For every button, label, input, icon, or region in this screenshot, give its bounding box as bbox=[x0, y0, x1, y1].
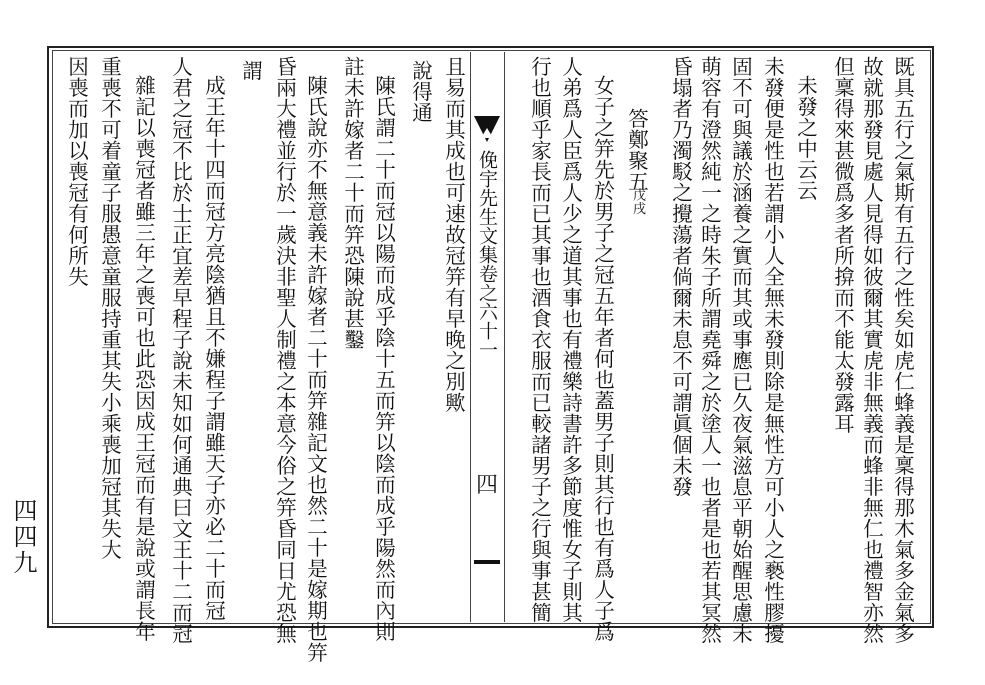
text-column-19: 謂 bbox=[238, 60, 263, 81]
text-column-20: 成王年十四而冠方亮陰猶且不嫌程子謂雖天子亦必二十而冠 bbox=[201, 75, 226, 621]
heading-note: 戊戌 bbox=[630, 188, 645, 215]
text-column-11: 人弟爲人臣爲人少之道其事也有禮樂詩書許多節度惟女子則其 bbox=[558, 56, 583, 623]
text-column-14: 說得通 bbox=[408, 60, 433, 123]
text-column-4: 未發之中云云 bbox=[793, 75, 818, 201]
heading-reply: 答鄭聚五 bbox=[624, 108, 649, 192]
text-column-10: 女子之笄先於男子之冠五年者何也蓋男子則其行也有爲人子爲 bbox=[590, 75, 615, 642]
text-column-17: 陳氏說亦不無意義未許嫁者二十而笄雜記文也然二十是嫁期也笄 bbox=[303, 75, 328, 663]
text-column-7: 萌容有澄然純一之時朱子所謂堯舜之於塗人一也者是也若其冥然 bbox=[697, 56, 722, 644]
text-column-6: 固不可與議於涵養之實而其或事應已久夜氣滋息平朝始醒思慮未 bbox=[728, 56, 753, 644]
gutter-bottom-mark bbox=[474, 560, 500, 564]
text-column-13: 且易而其成也可速故冠笄有早晚之別歟 bbox=[441, 56, 466, 413]
text-column-16: 註未許嫁者二十而笄恐陳說甚鑿 bbox=[340, 56, 365, 350]
text-column-5: 未發便是性也若謂小人全無未發則除是無性方可小人之褻性膠擾 bbox=[760, 56, 785, 644]
gutter-line-left bbox=[504, 52, 505, 622]
fish-tail-notch bbox=[481, 128, 493, 138]
text-column-8: 昏塌者乃濁駁之攪蕩者倘爾未息不可謂眞個未發 bbox=[668, 56, 693, 497]
text-column-12: 行也順乎家長而已其事也酒食衣服而已較諸男子之行與事甚簡 bbox=[527, 56, 552, 623]
text-column-3: 但稟得來甚微爲多者所揜而不能太發露耳 bbox=[830, 56, 855, 434]
text-column-21: 人君之冠不比於士正宜差早程子說未知如何通典曰文王十二而冠 bbox=[168, 56, 193, 644]
text-column-2: 故就那發見處人見得如彼爾其實虎非無義而蜂非無仁也禮智亦然 bbox=[859, 56, 884, 644]
text-column-1: 既具五行之氣斯有五行之性矣如虎仁蜂義是稟得那木氣多金氣多 bbox=[890, 56, 915, 644]
text-column-15: 陳氏謂二十而冠以陽而成乎陰十五而笄以陰而成乎陽然而內則 bbox=[371, 75, 396, 642]
gutter-page-number: 四 bbox=[475, 473, 498, 498]
text-column-22: 雜記以喪冠者雖三年之喪可也此恐因成王冠而有是說或謂長年 bbox=[131, 75, 156, 642]
folio-page-number: 四四九 bbox=[9, 498, 37, 576]
text-column-24: 因喪而加以喪冠有何所失 bbox=[64, 56, 89, 287]
gutter-volume-title: 俛宇先生文集卷之六十一 bbox=[476, 150, 498, 359]
text-column-18: 昏兩大禮並行於一歲決非聖人制禮之本意今俗之笄昏同日尤恐無 bbox=[272, 56, 297, 644]
text-column-23: 重喪不可着童子服愚意童服持重其失小乘喪加冠其失大 bbox=[97, 56, 122, 560]
